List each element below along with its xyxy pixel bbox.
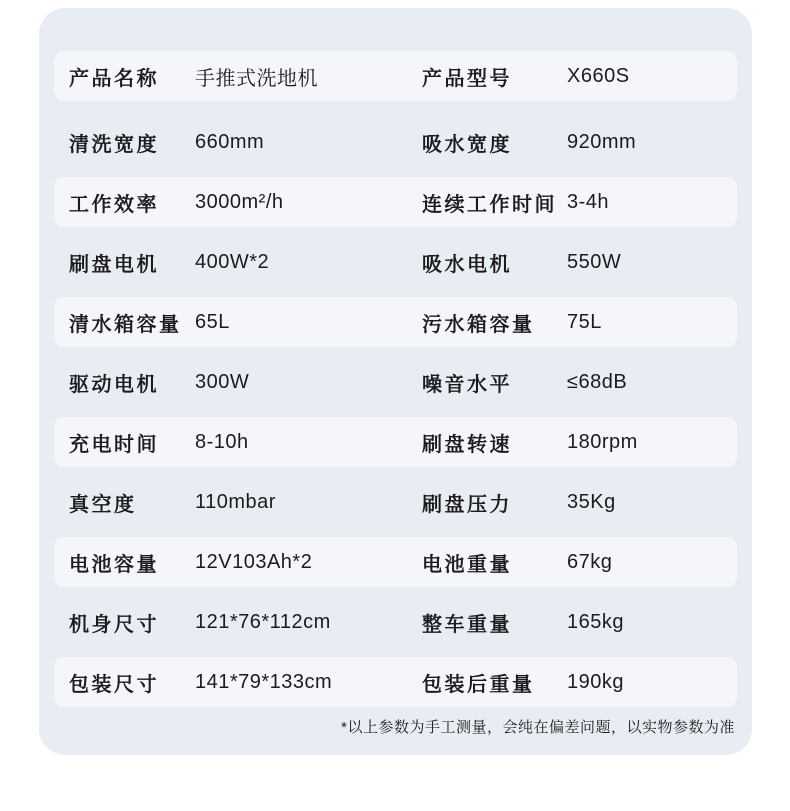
spec-label: 电池容量	[69, 553, 159, 576]
spec-label: 机身尺寸	[69, 613, 159, 636]
spec-row-package-size	[54, 657, 737, 707]
spec-label: 整车重量	[422, 613, 512, 636]
spec-value: 300W	[195, 370, 250, 393]
spec-value: 35Kg	[567, 490, 616, 513]
spec-table	[39, 51, 752, 707]
spec-label: 刷盘电机	[69, 253, 159, 276]
spec-label: 充电时间	[69, 433, 159, 456]
spec-value: 400W*2	[195, 250, 270, 273]
spec-label: 刷盘压力	[422, 493, 512, 516]
spec-value: 190kg	[567, 670, 624, 693]
spec-label: 刷盘转速	[422, 433, 512, 456]
spec-value: ≤68dB	[567, 370, 628, 393]
spec-label: 真空度	[69, 493, 137, 516]
spec-row-drive-motor	[54, 357, 737, 407]
spec-label: 吸水宽度	[422, 133, 512, 156]
spec-value: 110mbar	[195, 490, 276, 513]
spec-label: 电池重量	[422, 553, 512, 576]
spec-label: 噪音水平	[422, 373, 512, 396]
spec-row-work-efficiency	[54, 177, 737, 227]
spec-label: 吸水电机	[422, 253, 512, 276]
spec-value: X660S	[567, 64, 630, 87]
spec-value: 12V103Ah*2	[195, 550, 313, 573]
spec-value: 920mm	[567, 130, 637, 153]
measurement-disclaimer: *以上参数为手工测量，会纯在偏差问题，以实物参数为准	[341, 719, 735, 736]
spec-label: 包装后重量	[422, 673, 535, 696]
spec-row-brush-motor	[54, 237, 737, 287]
spec-row-body-size	[54, 597, 737, 647]
spec-row-battery-capacity	[54, 537, 737, 587]
spec-label: 连续工作时间	[422, 193, 557, 216]
spec-value: 550W	[567, 250, 622, 273]
spec-card	[39, 8, 752, 755]
spec-label: 产品型号	[422, 67, 512, 90]
spec-value: 3-4h	[567, 190, 610, 213]
spec-row-clean-tank	[54, 297, 737, 347]
spec-value: 65L	[195, 310, 230, 333]
spec-value: 8-10h	[195, 430, 249, 453]
spec-value: 3000m²/h	[195, 190, 284, 213]
spec-row-cleaning-width	[54, 117, 737, 167]
spec-value: 165kg	[567, 610, 624, 633]
spec-label: 清水箱容量	[69, 313, 182, 336]
spec-row-product-name	[54, 51, 737, 101]
spec-label: 产品名称	[69, 67, 159, 90]
spec-row-charge-time	[54, 417, 737, 467]
spec-label: 清洗宽度	[69, 133, 159, 156]
spec-label: 包装尺寸	[69, 673, 159, 696]
spec-value: 141*79*133cm	[195, 670, 333, 693]
spec-label: 驱动电机	[69, 373, 159, 396]
spec-label: 污水箱容量	[422, 313, 535, 336]
spec-value: 660mm	[195, 130, 265, 153]
spec-value: 75L	[567, 310, 602, 333]
spec-value: 67kg	[567, 550, 613, 573]
spec-label: 工作效率	[69, 193, 159, 216]
spec-value: 手推式洗地机	[195, 67, 318, 90]
spec-value: 121*76*112cm	[195, 610, 331, 633]
spec-row-vacuum	[54, 477, 737, 527]
spec-value: 180rpm	[567, 430, 638, 453]
